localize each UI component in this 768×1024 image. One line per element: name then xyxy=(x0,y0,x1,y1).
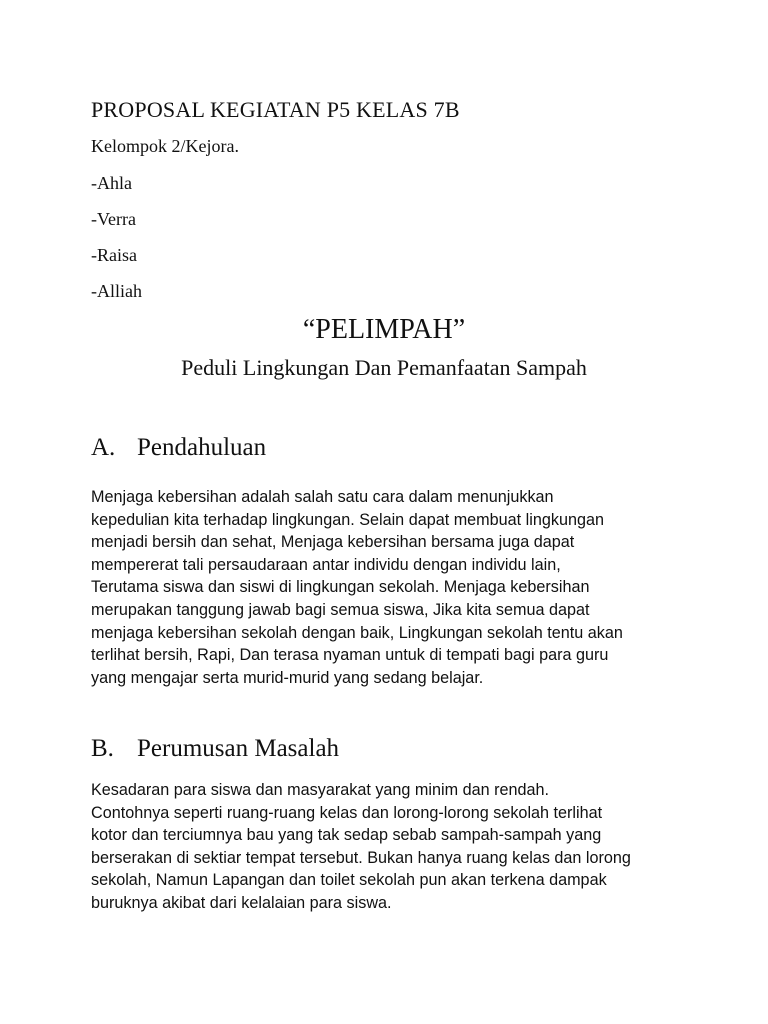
section-letter: A. xyxy=(91,434,116,461)
document-title: PROPOSAL KEGIATAN P5 KELAS 7B xyxy=(91,97,460,122)
section-heading-a xyxy=(91,434,266,462)
section-heading-text: Pendahuluan xyxy=(137,434,267,461)
member-item: -Raisa xyxy=(91,245,137,265)
section-letter: B. xyxy=(91,735,114,762)
section-body-a: Menjaga kebersihan adalah salah satu cara dalam menunjukkan kepedulian kita terhadap lingkungan. Selain dapat membuat lingkungan menjadi bersih dan sehat, Menjaga kebersihan bersama juga dapat mempererat tali persaudaraan antar individu dengan individu lain, Terutama siswa dan siswi di lingkungan sekolah. Menjaga kebersihan merupakan tanggung jawab bagi semua siswa, Jika kita semua dapat menjaga kebersihan sekolah dengan baik, Lingkungan sekolah tentu akan terlihat bersih, Rapi, Dan terasa nyaman untuk di tempati bagi para guru yang mengajar serta murid-murid yang sedang belajar. xyxy=(91,488,623,687)
section-heading-b xyxy=(91,735,339,763)
section-body-b: Kesadaran para siswa dan masyarakat yang minim dan rendah. Contohnya seperti ruang-ruang kelas dan lorong-lorong sekolah terlihat kotor dan terciumnya bau yang tak sedap sebab sampah-sampah yang berserakan di sektiar tempat tersebut. Bukan hanya ruang kelas dan lorong sekolah, Namun Lapangan dan toilet sekolah pun akan terkena dampak buruknya akibat dari kelalaian para siswa. xyxy=(91,781,631,912)
project-subtitle: Peduli Lingkungan Dan Pemanfaatan Sampah xyxy=(181,355,587,380)
member-item: -Alliah xyxy=(91,281,142,301)
project-title: “PELIMPAH” xyxy=(302,314,466,345)
section-heading-text: Perumusan Masalah xyxy=(137,735,340,762)
member-item: -Verra xyxy=(91,209,136,229)
member-list xyxy=(91,172,142,316)
group-label: Kelompok 2/Kejora. xyxy=(91,136,239,156)
member-item: -Ahla xyxy=(91,173,132,193)
